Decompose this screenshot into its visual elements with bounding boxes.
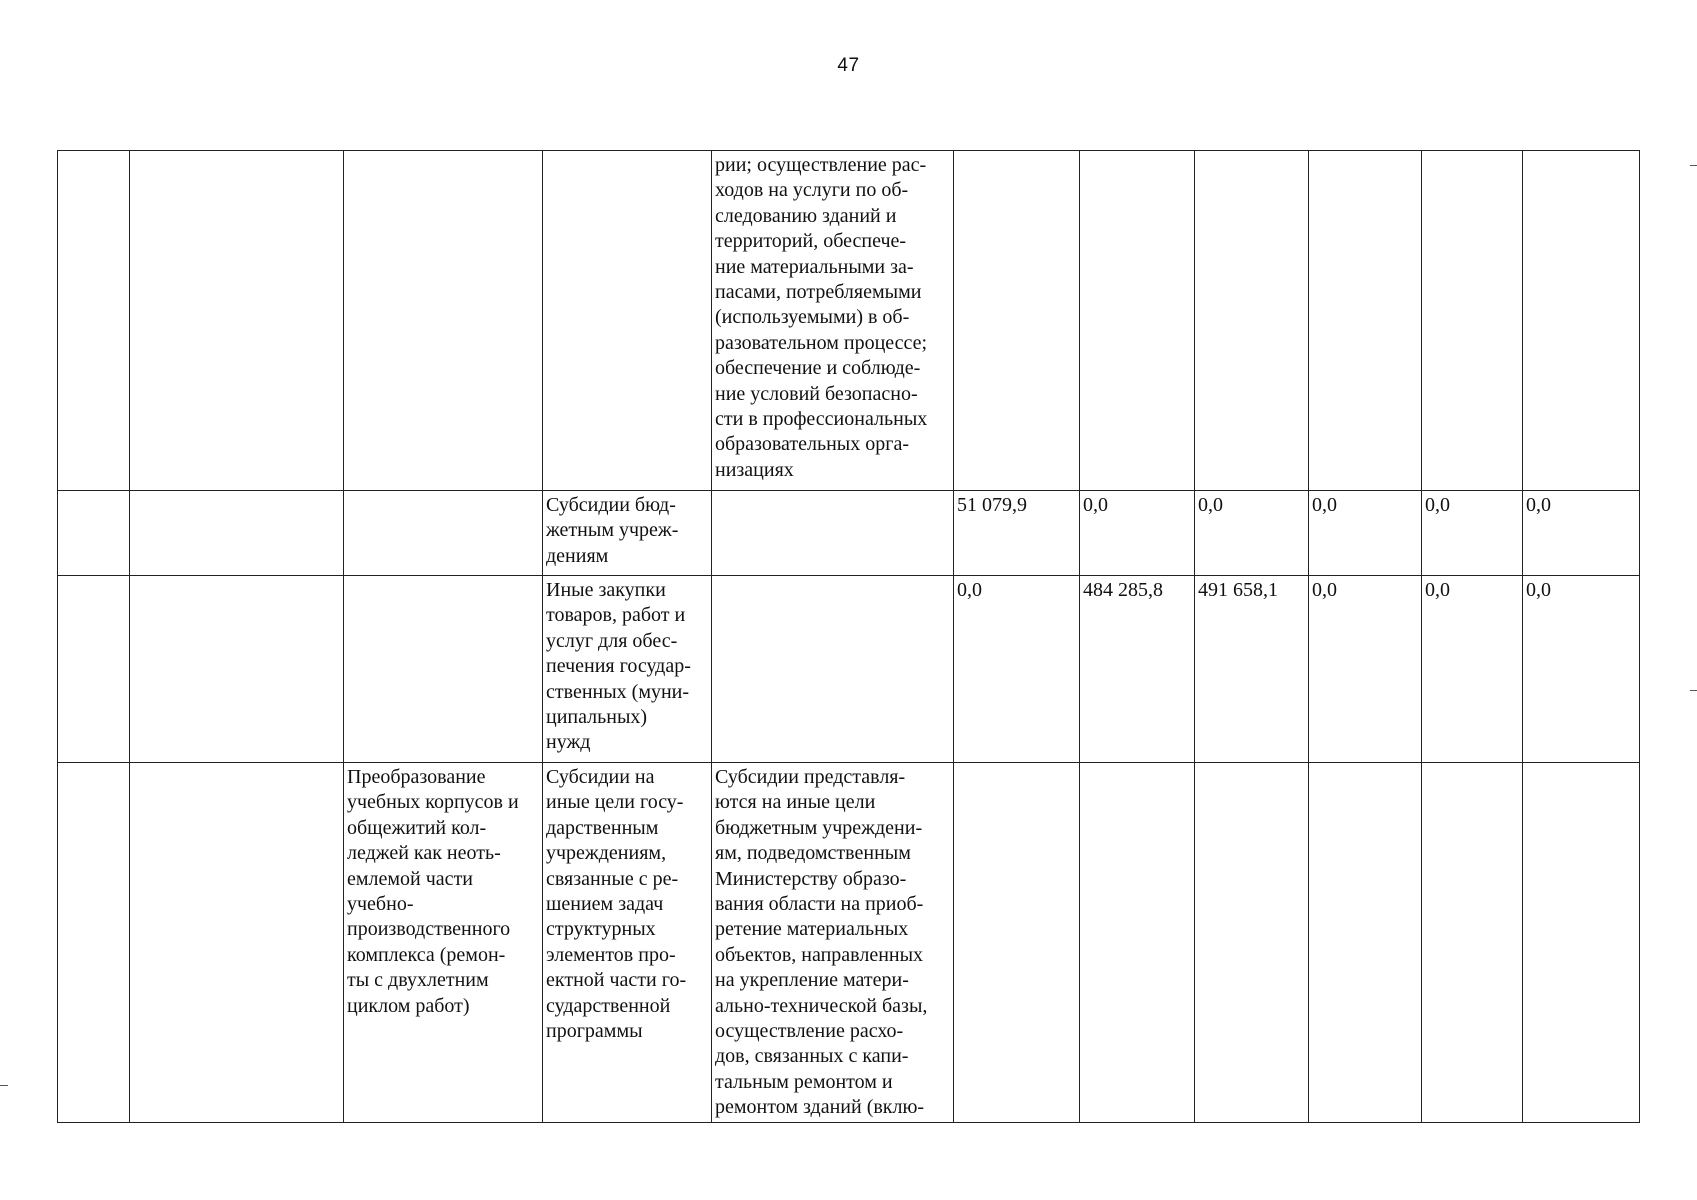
value-cell: 0,0 [1422,491,1523,576]
row-number-cell [58,763,130,1123]
page-number: 47 [837,55,860,76]
description-cell [712,491,954,576]
value-cell: 0,0 [1309,576,1422,763]
description-cell: рии; осуществление рас- ходов на услуги по об- следованию зданий и территорий, обеспече- ние материальными за- пасами, потребляемыми (используемыми) в об- разовательном процессе; обеспечение и соблюде- ние условий безопасно- сти в профессиональных образовательных орга- низациях [712,151,954,491]
measure-cell: Преобразование учебных корпусов и общежитий кол- леджей как неоть- емлемой части учебно- производственного комплекса (ремон- ты с двухлетним циклом работ) [344,763,543,1123]
value-cell [1309,151,1422,491]
row-number-cell [58,576,130,763]
margin-mark-right-top [1690,165,1697,166]
value-cell: 0,0 [1422,576,1523,763]
value-cell [1422,763,1523,1123]
row-number-cell [58,491,130,576]
value-cell [1523,151,1640,491]
budget-table [57,150,1640,1123]
measure-cell [344,576,543,763]
value-cell: 0,0 [1080,491,1195,576]
value-cell: 0,0 [1523,576,1640,763]
value-cell [1080,763,1195,1123]
value-cell: 0,0 [954,576,1080,763]
value-cell: 484 285,8 [1080,576,1195,763]
program-cell [130,151,344,491]
margin-mark-right-bottom [1690,690,1697,691]
row-number-cell [58,151,130,491]
value-cell [954,151,1080,491]
value-cell: 491 658,1 [1195,576,1309,763]
recipient-type-cell: Субсидии на иные цели госу- дарственным учреждениям, связанные с ре- шением задач структурных элементов про- ектной части го- сударственной программы [543,763,712,1123]
value-cell [1080,151,1195,491]
table-row [58,763,1640,1123]
value-cell: 0,0 [1523,491,1640,576]
value-cell: 0,0 [1195,491,1309,576]
description-cell [712,576,954,763]
measure-cell [344,151,543,491]
program-cell [130,576,344,763]
margin-mark-left [0,1085,8,1086]
recipient-type-cell [543,151,712,491]
value-cell [1195,763,1309,1123]
table-row [58,491,1640,576]
recipient-type-cell: Иные закупки товаров, работ и услуг для обес- печения государ- ственных (муни- ципальных) нужд [543,576,712,763]
value-cell: 0,0 [1309,491,1422,576]
value-cell: 51 079,9 [954,491,1080,576]
description-cell: Субсидии представля- ются на иные цели бюджетным учреждени- ям, подведомственным Министерству образо- вания области на приоб- ретение материальных объектов, направленных на укрепление матери- ально-технической базы, осуществление расхо- дов, связанных с капи- тальным ремонтом и ремонтом зданий (вклю- [712,763,954,1123]
value-cell [1195,151,1309,491]
value-cell [1523,763,1640,1123]
value-cell [1309,763,1422,1123]
program-cell [130,763,344,1123]
recipient-type-cell: Субсидии бюд- жетным учреж- дениям [543,491,712,576]
table-row [58,576,1640,763]
value-cell [954,763,1080,1123]
table-row [58,151,1640,491]
value-cell [1422,151,1523,491]
measure-cell [344,491,543,576]
program-cell [130,491,344,576]
